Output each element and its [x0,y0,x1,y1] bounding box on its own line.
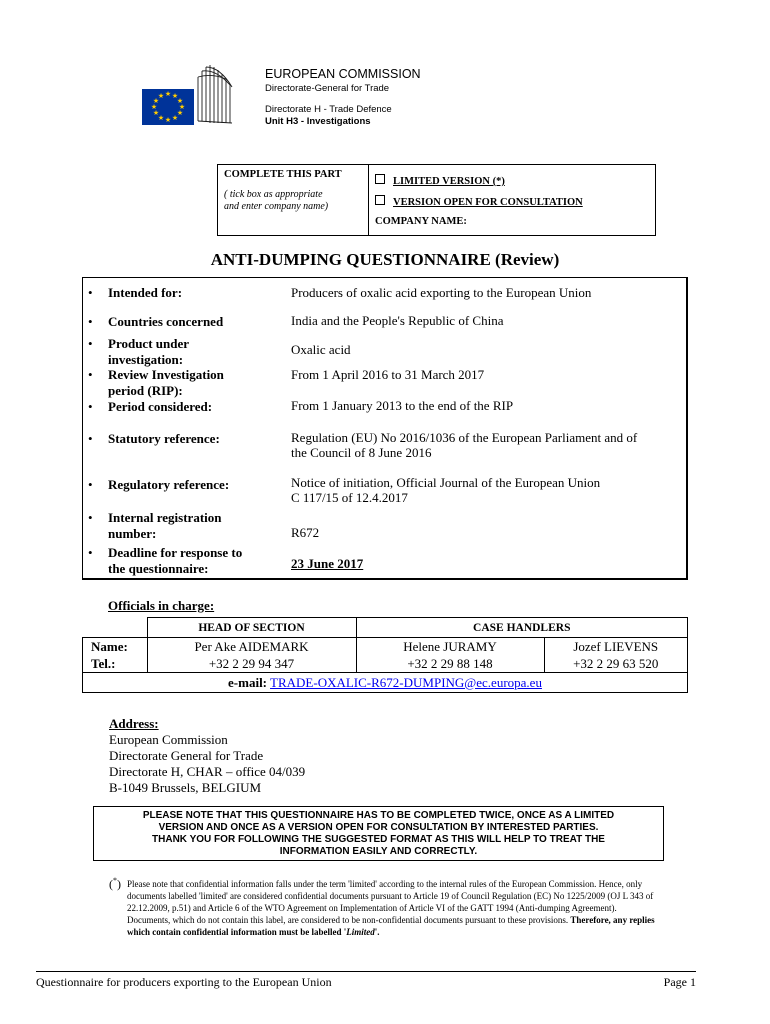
email-row [83,673,688,693]
eu-commission-logo [140,63,236,129]
svg-text:★: ★ [176,109,184,117]
deadline-value: 23 June 2017 [291,556,364,571]
handler2-tel: +32 2 29 63 520 [573,656,659,671]
regulatory-value-1: Notice of initiation, Official Journal of the European Union [291,475,601,490]
address-label: Address: [109,716,159,731]
internal-label-2: number: [108,526,157,541]
svg-text:★: ★ [157,92,165,100]
internal-label-1: Internal registration [108,510,222,525]
complete-hint-1: ( tick box as appropriate [224,189,323,200]
handler1-tel: +32 2 29 88 148 [407,656,493,671]
head-of-section-header: HEAD OF SECTION [147,618,356,638]
org-name: EUROPEAN COMMISSION [265,67,421,81]
limited-version-label: LIMITED VERSION (*) [393,176,505,187]
case-handlers-header: CASE HANDLERS [356,618,688,638]
complete-hint-2: and enter company name) [224,201,329,212]
handler1-cell [356,638,544,673]
product-value: Oxalic acid [291,342,351,357]
handler2-cell [544,638,688,673]
doc-title: ANTI-DUMPING QUESTIONNAIRE (Review) [210,250,560,269]
notice-box [93,806,664,861]
period-label: Period considered: [108,399,213,414]
footer-page: Page 1 [663,975,696,989]
footnote-bold: Therefore, any replies which contain confidential information must be labelled ' [127,915,655,937]
notice-line-1: PLEASE NOTE THAT THIS QUESTIONNAIRE HAS TO BE COMPLETED TWICE, ONCE AS A LIMITED [142,810,615,821]
address-block [109,716,305,796]
svg-text:★: ★ [164,116,172,124]
product-label-1: Product under [108,336,190,351]
svg-text:★: ★ [171,114,179,122]
countries-label: Countries concerned [108,314,224,329]
countries-value: India and the People's Republic of China [291,313,504,328]
regulatory-value-2: C 117/15 of 12.4.2017 [291,490,408,505]
svg-text:★: ★ [178,103,186,111]
footnote-limited: Limited [346,927,375,937]
address-line-1: European Commission [109,732,228,747]
handler1-name: Helene JURAMY [403,639,497,654]
rip-label-2: period (RIP): [108,383,183,398]
complete-title: COMPLETE THIS PART [224,169,342,180]
statutory-label: Statutory reference: [108,431,220,446]
footnote-marker [109,876,121,892]
officials-table [82,617,688,693]
directorate-name: Directorate H - Trade Defence [265,104,392,115]
svg-text:★: ★ [150,103,158,111]
footnote-text [127,878,657,938]
email-link[interactable]: TRADE-OXALIC-R672-DUMPING@ec.europa.eu [270,674,542,690]
company-name-label: COMPANY NAME: [375,216,467,227]
open-version-option[interactable] [375,195,583,208]
address-line-3: Directorate H, CHAR – office 04/039 [109,764,306,779]
footnote-paren-close: ) [117,877,121,891]
email-label: e-mail: [228,674,268,690]
checkbox-icon[interactable] [375,195,385,205]
product-label-2: investigation: [108,352,184,367]
name-label: Name: [91,639,128,654]
footnote-star: * [113,876,117,885]
name-tel-labels [83,638,148,673]
dg-name: Directorate-General for Trade [265,83,390,94]
footer-left: Questionnaire for producers exporting to the European Union [36,975,332,989]
rip-value: From 1 April 2016 to 31 March 2017 [291,367,485,382]
svg-text:★: ★ [176,97,184,105]
notice-line-2: VERSION AND ONCE AS A VERSION OPEN FOR CONSULTATION BY INTERESTED PARTIES. [158,822,599,833]
head-cell [147,638,356,673]
regulatory-label: Regulatory reference: [108,477,230,492]
svg-text:★: ★ [157,114,165,122]
svg-text:★: ★ [171,92,179,100]
deadline-label-1: Deadline for response to [108,545,243,560]
statutory-value-1: Regulation (EU) No 2016/1036 of the European Parliament and of [291,430,638,445]
head-tel: +32 2 29 94 347 [208,656,295,671]
address-line-2: Directorate General for Trade [109,748,264,763]
rip-label-1: Review Investigation [108,367,224,382]
internal-value: R672 [291,525,320,540]
open-version-label: VERSION OPEN FOR CONSULTATION [393,197,583,208]
checkbox-icon[interactable] [375,174,385,184]
period-value: From 1 January 2013 to the end of the RIP [291,398,514,413]
officials-heading: Officials in charge: [108,598,215,613]
head-name: Per Ake AIDEMARK [194,639,309,654]
unit-name: Unit H3 - Investigations [265,116,371,127]
footnote-paren-open: ( [109,877,113,891]
intended-for-label: Intended for: [108,285,183,300]
address-line-4: B-1049 Brussels, BELGIUM [109,780,262,795]
footnote-bold-end: '. [374,927,380,937]
notice-line-3: THANK YOU FOR FOLLOWING THE SUGGESTED FORMAT AS THIS WILL HELP TO TREAT THE [152,834,605,845]
intended-for-value: Producers of oxalic acid exporting to the European Union [291,285,592,300]
svg-text:★: ★ [152,97,160,105]
footnote-plain: Please note that confidential information falls under the term 'limited' according to the internal rules of the European Commission. Hence, only documents labelled 'limited' are considered confidential documents pursuant to Article 19 of Council Regulation (EC) No 1225/2009 (OJ L 343 of 22.12.2009, p.51) and Article 6 of the WTO Agreement on Implementation of Article VI of the GATT 1994 (Anti-dumping Agreement). Documents, which do not contain this label, are considered to be non-confidential documents pursuant to these provisions. [127,879,654,925]
tel-label: Tel.: [91,656,116,671]
statutory-value-2: the Council of 8 June 2016 [291,445,432,460]
footer-rule [36,971,696,972]
svg-text:★: ★ [164,90,172,98]
deadline-label-2: the questionnaire: [108,561,209,576]
notice-line-4: INFORMATION EASILY AND CORRECTLY. [279,846,478,857]
limited-version-option[interactable] [375,174,505,187]
svg-text:★: ★ [152,109,160,117]
handler2-name: Jozef LIEVENS [573,639,659,654]
complete-this-part-box [217,164,656,236]
